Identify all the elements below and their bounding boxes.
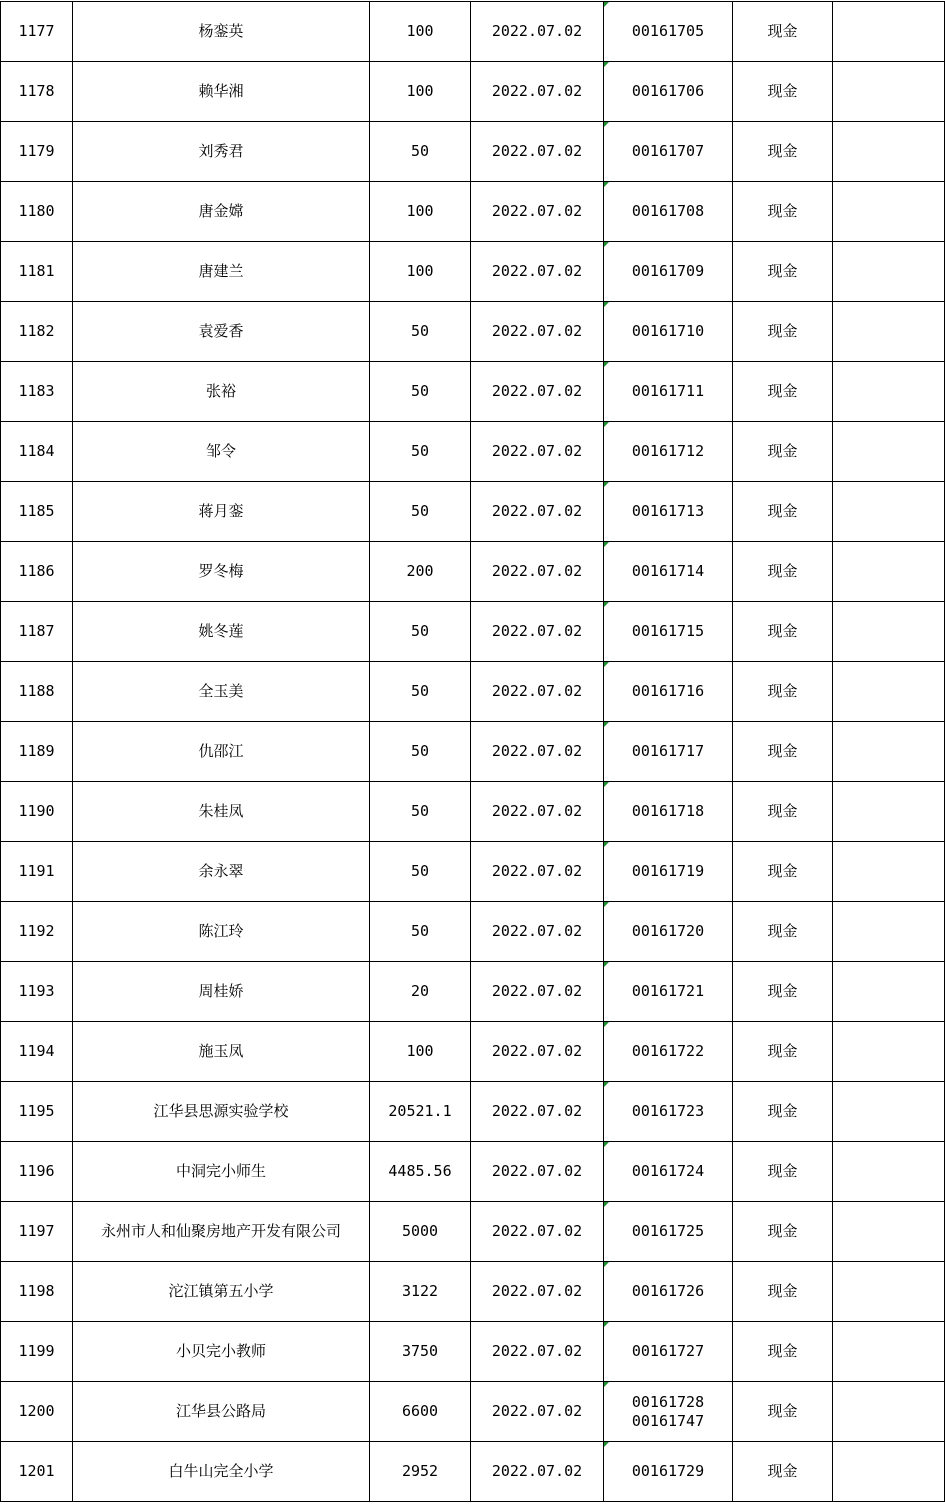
remark-cell — [833, 422, 945, 482]
receipt-number-cell — [604, 2, 733, 62]
receipt-number-cell — [604, 1442, 733, 1502]
serial-number-cell: 1177 — [1, 2, 73, 62]
payment-method-cell: 现金 — [733, 362, 833, 422]
serial-number-cell: 1185 — [1, 482, 73, 542]
table-row — [1, 1082, 945, 1142]
remark-cell — [833, 1202, 945, 1262]
amount-cell: 3122 — [370, 1262, 471, 1322]
date-cell: 2022.07.02 — [471, 1442, 604, 1502]
receipt-number-cell — [604, 1322, 733, 1382]
receipt-number-cell — [604, 302, 733, 362]
remark-cell — [833, 602, 945, 662]
serial-number-cell: 1179 — [1, 122, 73, 182]
serial-number-cell: 1196 — [1, 1142, 73, 1202]
remark-cell — [833, 662, 945, 722]
serial-number-cell: 1180 — [1, 182, 73, 242]
date-cell: 2022.07.02 — [471, 2, 604, 62]
table-row — [1, 182, 945, 242]
payment-method-cell: 现金 — [733, 182, 833, 242]
table-row — [1, 2, 945, 62]
payment-method-cell: 现金 — [733, 242, 833, 302]
date-cell: 2022.07.02 — [471, 842, 604, 902]
amount-cell: 4485.56 — [370, 1142, 471, 1202]
payment-method-cell: 现金 — [733, 482, 833, 542]
table-row — [1, 1022, 945, 1082]
payment-method-cell: 现金 — [733, 1442, 833, 1502]
serial-number-cell: 1184 — [1, 422, 73, 482]
donor-name-cell: 邹令 — [73, 422, 370, 482]
table-row — [1, 1322, 945, 1382]
receipt-number: 00161723 — [631, 1102, 705, 1120]
date-cell: 2022.07.02 — [471, 1202, 604, 1262]
date-cell: 2022.07.02 — [471, 962, 604, 1022]
table-row — [1, 782, 945, 842]
receipt-number-cell — [604, 662, 733, 722]
payment-method-cell: 现金 — [733, 302, 833, 362]
serial-number-cell: 1201 — [1, 1442, 73, 1502]
date-cell: 2022.07.02 — [471, 1382, 604, 1442]
payment-method-cell: 现金 — [733, 62, 833, 122]
serial-number-cell: 1200 — [1, 1382, 73, 1442]
serial-number-cell: 1181 — [1, 242, 73, 302]
receipt-number: 00161717 — [631, 742, 705, 760]
date-cell: 2022.07.02 — [471, 1022, 604, 1082]
receipt-number-cell — [604, 1142, 733, 1202]
receipt-number: 00161719 — [631, 862, 705, 880]
table-row — [1, 302, 945, 362]
payment-method-cell: 现金 — [733, 662, 833, 722]
table-row — [1, 842, 945, 902]
remark-cell — [833, 182, 945, 242]
table-row — [1, 1442, 945, 1502]
receipt-number: 00161705 — [631, 22, 705, 40]
donor-name-cell: 周桂娇 — [73, 962, 370, 1022]
payment-method-cell: 现金 — [733, 2, 833, 62]
receipt-number: 00161708 — [631, 202, 705, 220]
remark-cell — [833, 1382, 945, 1442]
amount-cell: 20521.1 — [370, 1082, 471, 1142]
remark-cell — [833, 1442, 945, 1502]
ledger-body — [1, 2, 945, 1502]
donor-name-cell: 唐建兰 — [73, 242, 370, 302]
payment-method-cell: 现金 — [733, 1082, 833, 1142]
receipt-number: 00161711 — [631, 382, 705, 400]
amount-cell: 6600 — [370, 1382, 471, 1442]
receipt-number-cell — [604, 242, 733, 302]
donor-name-cell: 小贝完小教师 — [73, 1322, 370, 1382]
donor-name-cell: 永州市人和仙聚房地产开发有限公司 — [73, 1202, 370, 1262]
payment-method-cell: 现金 — [733, 842, 833, 902]
donor-name-cell: 陈江玲 — [73, 902, 370, 962]
receipt-number: 00161716 — [631, 682, 705, 700]
receipt-number-cell — [604, 1082, 733, 1142]
remark-cell — [833, 122, 945, 182]
table-row — [1, 62, 945, 122]
date-cell: 2022.07.02 — [471, 62, 604, 122]
receipt-number-cell — [604, 722, 733, 782]
receipt-number: 00161747 — [631, 1411, 705, 1430]
donor-name-cell: 施玉凤 — [73, 1022, 370, 1082]
receipt-number-cell — [604, 182, 733, 242]
remark-cell — [833, 482, 945, 542]
donor-name-cell: 余永翠 — [73, 842, 370, 902]
serial-number-cell: 1186 — [1, 542, 73, 602]
donation-ledger-table — [0, 1, 945, 1502]
table-row — [1, 1262, 945, 1322]
amount-cell: 50 — [370, 842, 471, 902]
amount-cell: 50 — [370, 362, 471, 422]
receipt-number: 00161706 — [631, 82, 705, 100]
donor-name-cell: 全玉美 — [73, 662, 370, 722]
payment-method-cell: 现金 — [733, 542, 833, 602]
payment-method-cell: 现金 — [733, 902, 833, 962]
receipt-number-cell — [604, 362, 733, 422]
amount-cell: 50 — [370, 302, 471, 362]
donor-name-cell: 张裕 — [73, 362, 370, 422]
amount-cell: 100 — [370, 1022, 471, 1082]
remark-cell — [833, 1082, 945, 1142]
amount-cell: 2952 — [370, 1442, 471, 1502]
remark-cell — [833, 1322, 945, 1382]
date-cell: 2022.07.02 — [471, 482, 604, 542]
serial-number-cell: 1178 — [1, 62, 73, 122]
table-row — [1, 722, 945, 782]
amount-cell: 20 — [370, 962, 471, 1022]
remark-cell — [833, 902, 945, 962]
receipt-number-cell — [604, 782, 733, 842]
date-cell: 2022.07.02 — [471, 542, 604, 602]
table-row — [1, 422, 945, 482]
payment-method-cell: 现金 — [733, 1142, 833, 1202]
serial-number-cell: 1193 — [1, 962, 73, 1022]
remark-cell — [833, 542, 945, 602]
payment-method-cell: 现金 — [733, 962, 833, 1022]
serial-number-cell: 1192 — [1, 902, 73, 962]
amount-cell: 200 — [370, 542, 471, 602]
receipt-number-cell — [604, 1202, 733, 1262]
amount-cell: 100 — [370, 2, 471, 62]
amount-cell: 100 — [370, 242, 471, 302]
receipt-number: 00161725 — [631, 1222, 705, 1240]
donor-name-cell: 沱江镇第五小学 — [73, 1262, 370, 1322]
amount-cell: 50 — [370, 782, 471, 842]
date-cell: 2022.07.02 — [471, 602, 604, 662]
remark-cell — [833, 242, 945, 302]
amount-cell: 50 — [370, 902, 471, 962]
date-cell: 2022.07.02 — [471, 662, 604, 722]
receipt-number-cell — [604, 1382, 733, 1442]
payment-method-cell: 现金 — [733, 1202, 833, 1262]
receipt-number: 00161710 — [631, 322, 705, 340]
serial-number-cell: 1191 — [1, 842, 73, 902]
donor-name-cell: 姚冬莲 — [73, 602, 370, 662]
table-row — [1, 662, 945, 722]
receipt-number: 00161729 — [631, 1462, 705, 1480]
serial-number-cell: 1190 — [1, 782, 73, 842]
date-cell: 2022.07.02 — [471, 1142, 604, 1202]
payment-method-cell: 现金 — [733, 422, 833, 482]
receipt-number: 00161714 — [631, 562, 705, 580]
serial-number-cell: 1199 — [1, 1322, 73, 1382]
amount-cell: 50 — [370, 662, 471, 722]
receipt-number: 00161712 — [631, 442, 705, 460]
remark-cell — [833, 1142, 945, 1202]
payment-method-cell: 现金 — [733, 122, 833, 182]
table-row — [1, 902, 945, 962]
receipt-number-cell — [604, 902, 733, 962]
receipt-number: 00161713 — [631, 502, 705, 520]
payment-method-cell: 现金 — [733, 722, 833, 782]
receipt-number: 00161724 — [631, 1162, 705, 1180]
remark-cell — [833, 2, 945, 62]
serial-number-cell: 1194 — [1, 1022, 73, 1082]
amount-cell: 100 — [370, 62, 471, 122]
table-row — [1, 962, 945, 1022]
table-row — [1, 542, 945, 602]
amount-cell: 100 — [370, 182, 471, 242]
donor-name-cell: 江华县思源实验学校 — [73, 1082, 370, 1142]
receipt-number: 00161721 — [631, 982, 705, 1000]
donor-name-cell: 朱桂凤 — [73, 782, 370, 842]
payment-method-cell: 现金 — [733, 602, 833, 662]
table-row — [1, 122, 945, 182]
receipt-number: 00161718 — [631, 802, 705, 820]
payment-method-cell: 现金 — [733, 1322, 833, 1382]
remark-cell — [833, 842, 945, 902]
payment-method-cell: 现金 — [733, 782, 833, 842]
receipt-number: 00161726 — [631, 1282, 705, 1300]
remark-cell — [833, 62, 945, 122]
receipt-number: 00161727 — [631, 1342, 705, 1360]
serial-number-cell: 1183 — [1, 362, 73, 422]
serial-number-cell: 1189 — [1, 722, 73, 782]
receipt-number-cell — [604, 602, 733, 662]
serial-number-cell: 1187 — [1, 602, 73, 662]
date-cell: 2022.07.02 — [471, 902, 604, 962]
amount-cell: 5000 — [370, 1202, 471, 1262]
receipt-number: 00161722 — [631, 1042, 705, 1060]
amount-cell: 50 — [370, 122, 471, 182]
remark-cell — [833, 362, 945, 422]
donor-name-cell: 仇邵江 — [73, 722, 370, 782]
receipt-number: 00161709 — [631, 262, 705, 280]
donor-name-cell: 杨銮英 — [73, 2, 370, 62]
receipt-number: 00161715 — [631, 622, 705, 640]
payment-method-cell: 现金 — [733, 1262, 833, 1322]
table-row — [1, 602, 945, 662]
date-cell: 2022.07.02 — [471, 1262, 604, 1322]
remark-cell — [833, 722, 945, 782]
date-cell: 2022.07.02 — [471, 182, 604, 242]
serial-number-cell: 1182 — [1, 302, 73, 362]
table-row — [1, 482, 945, 542]
donor-name-cell: 江华县公路局 — [73, 1382, 370, 1442]
donor-name-cell: 蒋月銮 — [73, 482, 370, 542]
receipt-number: 00161720 — [631, 922, 705, 940]
donor-name-cell: 赖华湘 — [73, 62, 370, 122]
date-cell: 2022.07.02 — [471, 782, 604, 842]
donor-name-cell: 中洞完小师生 — [73, 1142, 370, 1202]
remark-cell — [833, 782, 945, 842]
amount-cell: 50 — [370, 602, 471, 662]
date-cell: 2022.07.02 — [471, 422, 604, 482]
receipt-number-cell — [604, 482, 733, 542]
payment-method-cell: 现金 — [733, 1382, 833, 1442]
serial-number-cell: 1188 — [1, 662, 73, 722]
remark-cell — [833, 1262, 945, 1322]
donor-name-cell: 刘秀君 — [73, 122, 370, 182]
serial-number-cell: 1195 — [1, 1082, 73, 1142]
amount-cell: 50 — [370, 422, 471, 482]
table-row — [1, 242, 945, 302]
payment-method-cell: 现金 — [733, 1022, 833, 1082]
receipt-number-cell — [604, 1022, 733, 1082]
remark-cell — [833, 1022, 945, 1082]
receipt-number: 00161728 — [631, 1392, 705, 1411]
serial-number-cell: 1198 — [1, 1262, 73, 1322]
remark-cell — [833, 962, 945, 1022]
table-row — [1, 1202, 945, 1262]
receipt-number-cell — [604, 962, 733, 1022]
donor-name-cell: 白牛山完全小学 — [73, 1442, 370, 1502]
donor-name-cell: 唐金嫦 — [73, 182, 370, 242]
receipt-number-cell — [604, 122, 733, 182]
receipt-number: 00161707 — [631, 142, 705, 160]
receipt-number-cell — [604, 62, 733, 122]
date-cell: 2022.07.02 — [471, 242, 604, 302]
date-cell: 2022.07.02 — [471, 1322, 604, 1382]
date-cell: 2022.07.02 — [471, 302, 604, 362]
donor-name-cell: 袁爱香 — [73, 302, 370, 362]
donor-name-cell: 罗冬梅 — [73, 542, 370, 602]
date-cell: 2022.07.02 — [471, 722, 604, 782]
date-cell: 2022.07.02 — [471, 362, 604, 422]
table-row — [1, 362, 945, 422]
amount-cell: 50 — [370, 482, 471, 542]
amount-cell: 3750 — [370, 1322, 471, 1382]
remark-cell — [833, 302, 945, 362]
receipt-number-cell — [604, 1262, 733, 1322]
amount-cell: 50 — [370, 722, 471, 782]
date-cell: 2022.07.02 — [471, 1082, 604, 1142]
table-row — [1, 1142, 945, 1202]
date-cell: 2022.07.02 — [471, 122, 604, 182]
serial-number-cell: 1197 — [1, 1202, 73, 1262]
receipt-number-cell — [604, 842, 733, 902]
receipt-number-cell — [604, 422, 733, 482]
table-row — [1, 1382, 945, 1442]
receipt-number-cell — [604, 542, 733, 602]
